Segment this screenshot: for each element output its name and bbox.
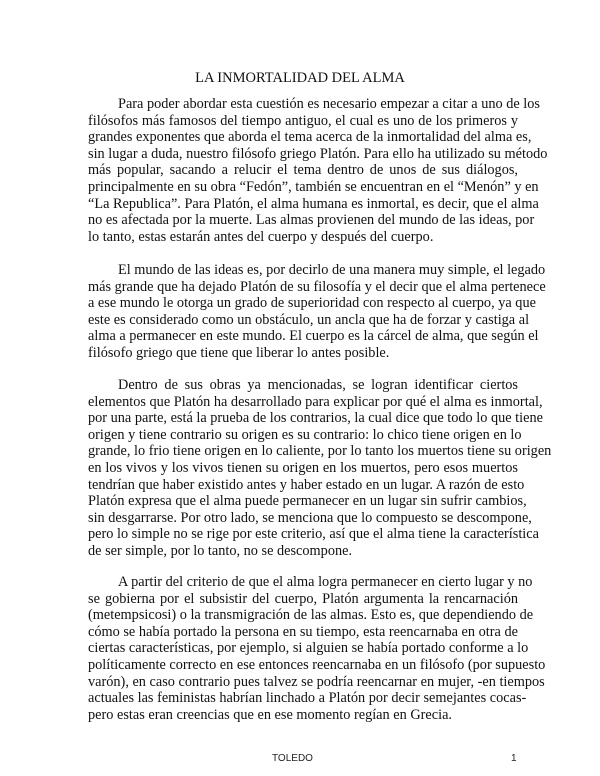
text-line: de ser simple, por lo tanto, no se descompone. <box>88 542 353 559</box>
text-line: origen y tiene contrario su origen es su contrario: lo chico tiene origen en lo <box>88 426 522 443</box>
text-line: cómo se había portado la persona en su tiempo, esta reencarnaba en otra de <box>88 623 518 640</box>
text-line: sin lugar a duda, nuestro filósofo griego Platón. Para ello ha utilizado su método <box>88 145 548 162</box>
text-line: filósofo griego que tiene que liberar lo antes posible. <box>88 344 390 361</box>
text-line: principalmente en su obra “Fedón”, también se encuentran en el “Menón” y en <box>88 178 539 195</box>
text-line: más grande que ha dejado Platón de su filosofía y el decir que el alma pertenece <box>88 278 546 295</box>
text-line: “La Republica”. Para Platón, el alma humana es inmortal, es decir, que el alma <box>88 195 539 212</box>
text-line: pero estas eran creencias que en ese momento regían en Grecia. <box>88 706 452 723</box>
text-line: se gobierna por el subsistir del cuerpo, Platón argumenta la rencarnación <box>88 590 518 607</box>
text-line: pero lo simple no se rige por este criterio, así que el alma tiene la característica <box>88 526 539 543</box>
footer-page-number: 1 <box>511 753 517 764</box>
text-line: El mundo de las ideas es, por decirlo de una manera muy simple, el legado <box>118 262 546 278</box>
text-line: Para poder abordar esta cuestión es necesario empezar a citar a uno de los <box>118 96 540 112</box>
text-line: ciertas características, por ejemplo, si alguien se había portado conforme a lo <box>88 640 529 657</box>
text-line: en los vivos y los vivos tienen su origen en los muertos, pero esos muertos <box>88 459 518 476</box>
text-line: Platón expresa que el alma puede permanecer en un lugar sin sufrir cambios, <box>88 493 527 510</box>
paragraph-4 <box>88 574 546 723</box>
text-line: lo tanto, estas estarán antes del cuerpo y después del cuerpo. <box>88 228 434 245</box>
text-line: por una parte, está la prueba de los contrarios, la cual dice que todo lo que tiene <box>88 410 543 427</box>
text-line: varón), en caso contrario pues talvez se podría reencarnar en mujer, -en tiempos <box>88 673 545 690</box>
text-line: tendrían que haber existido antes y haber estado en un lugar. A razón de esto <box>88 476 525 493</box>
paragraph-3 <box>88 377 552 560</box>
text-line: (metempsicosi) o la transmigración de las almas. Esto es, que dependiendo de <box>88 607 534 624</box>
text-line: grandes exponentes que aborda el tema acerca de la inmortalidad del alma es, <box>88 129 532 146</box>
text-line: A partir del criterio de que el alma logra permanecer en cierto lugar y no <box>118 574 533 590</box>
text-line: más popular, sacando a relucir el tema dentro de unos de sus diálogos, <box>88 162 518 179</box>
text-line: a ese mundo le otorga un grado de superioridad con respecto al cuerpo, ya que <box>88 295 536 312</box>
text-line: este es considerado como un obstáculo, un ancla que ha de forzar y castiga al <box>88 311 530 328</box>
text-line: Dentro de sus obras ya mencionadas, se logran identificar ciertos <box>118 377 518 393</box>
text-line: sin desgarrarse. Por otro lado, se menciona que lo compuesto se descompone, <box>88 509 532 526</box>
footer-author: TOLEDO <box>272 753 313 764</box>
text-line: elementos que Platón ha desarrollado para explicar por qué el alma es inmortal, <box>88 393 543 410</box>
text-line: actuales las feministas habrían linchado a Platón por decir semejantes cocas- <box>88 690 527 707</box>
text-line: filósofos más famosos del tiempo antiguo, el cual es uno de los primeros y <box>88 112 518 129</box>
paragraph-2 <box>88 262 546 362</box>
text-line: no es afectada por la muerte. Las almas provienen del mundo de las ideas, por <box>88 212 535 229</box>
paragraph-1 <box>88 96 548 245</box>
text-line: grande, lo frio tiene origen en lo caliente, por lo tanto los muertos tiene su origen <box>88 443 552 460</box>
text-line: alma a permanecer en este mundo. El cuerpo es la cárcel de alma, que según el <box>88 328 539 345</box>
text-line: políticamente correcto en ese entonces reencarnaba en un filósofo (por supuesto <box>88 656 546 673</box>
document-title: LA INMORTALIDAD DEL ALMA <box>195 70 405 86</box>
